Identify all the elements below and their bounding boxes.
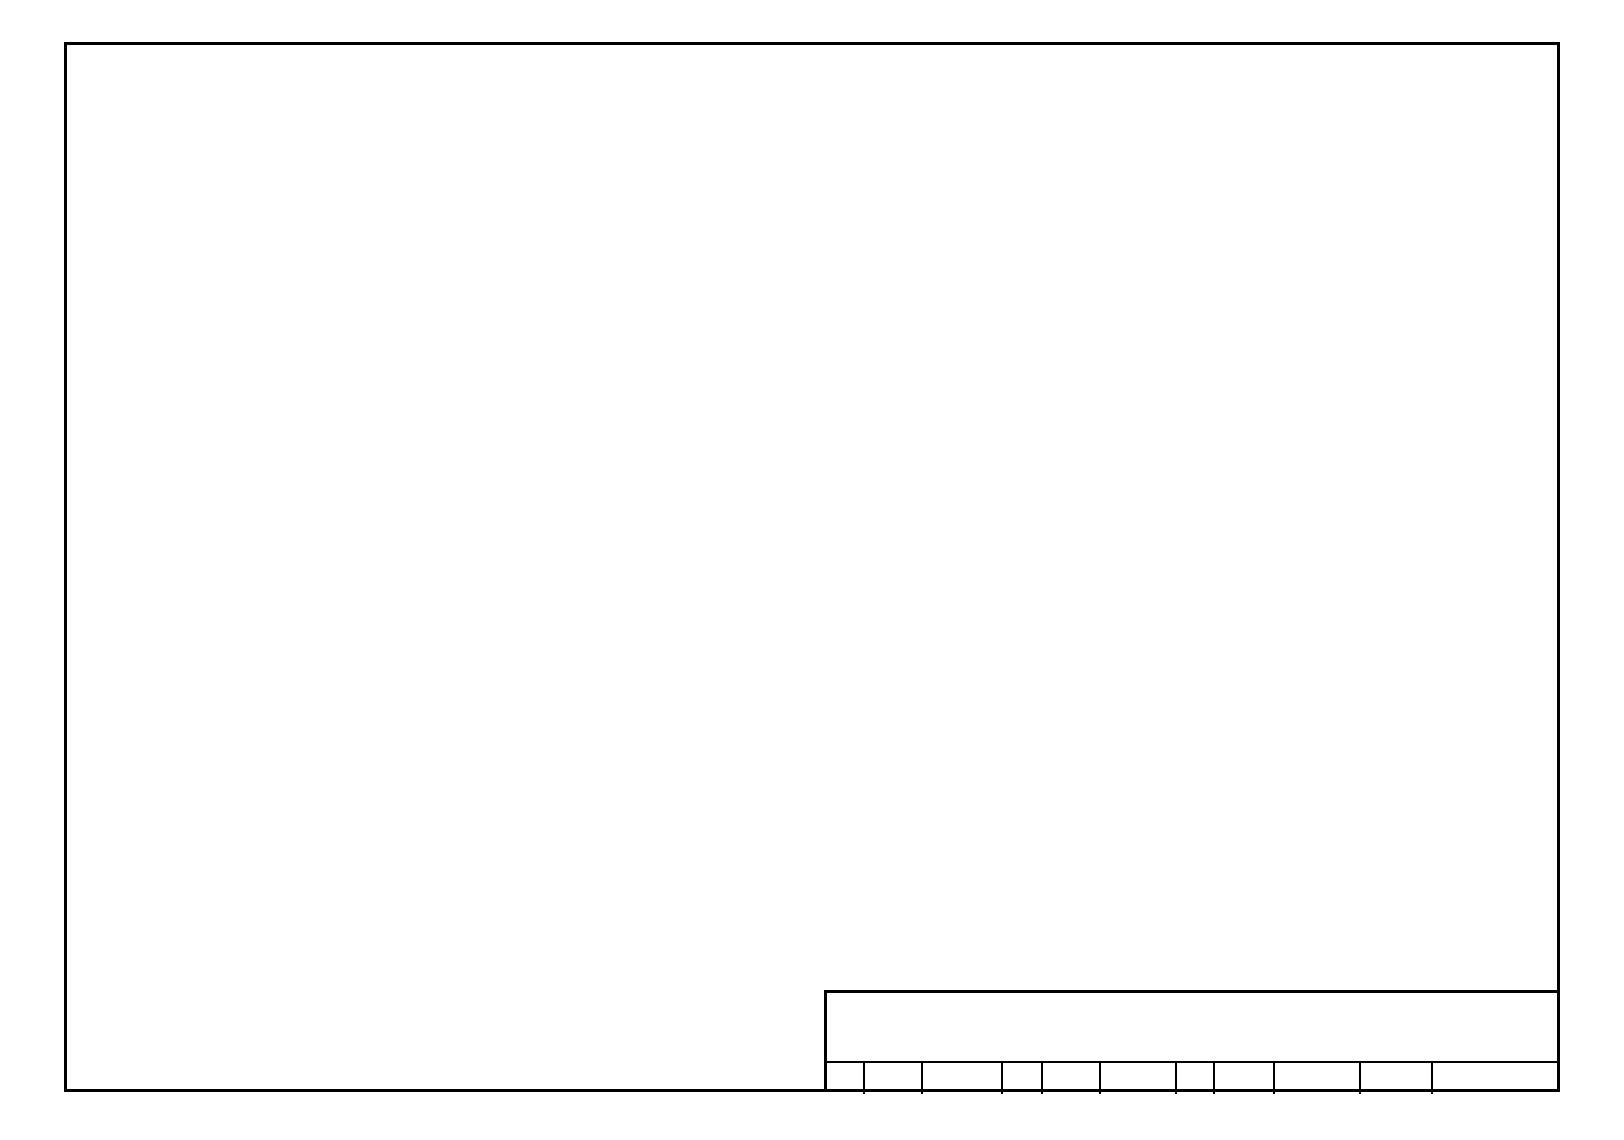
title-block-signature-row bbox=[827, 1061, 1560, 1094]
design-signature bbox=[1275, 1063, 1361, 1094]
review-signature bbox=[923, 1063, 1003, 1094]
page-number bbox=[1433, 1063, 1560, 1094]
review-name bbox=[865, 1063, 923, 1094]
check-signature bbox=[1101, 1063, 1177, 1094]
check-name bbox=[1043, 1063, 1101, 1094]
drawing-frame bbox=[64, 42, 1560, 1092]
design-label bbox=[1177, 1063, 1215, 1094]
review-label bbox=[827, 1063, 865, 1094]
title-block-title bbox=[827, 993, 1560, 1063]
chapter-tab-strip bbox=[1560, 42, 1624, 1092]
title-block bbox=[824, 990, 1560, 1092]
page-label bbox=[1361, 1063, 1433, 1094]
design-name bbox=[1215, 1063, 1275, 1094]
check-label bbox=[1003, 1063, 1043, 1094]
